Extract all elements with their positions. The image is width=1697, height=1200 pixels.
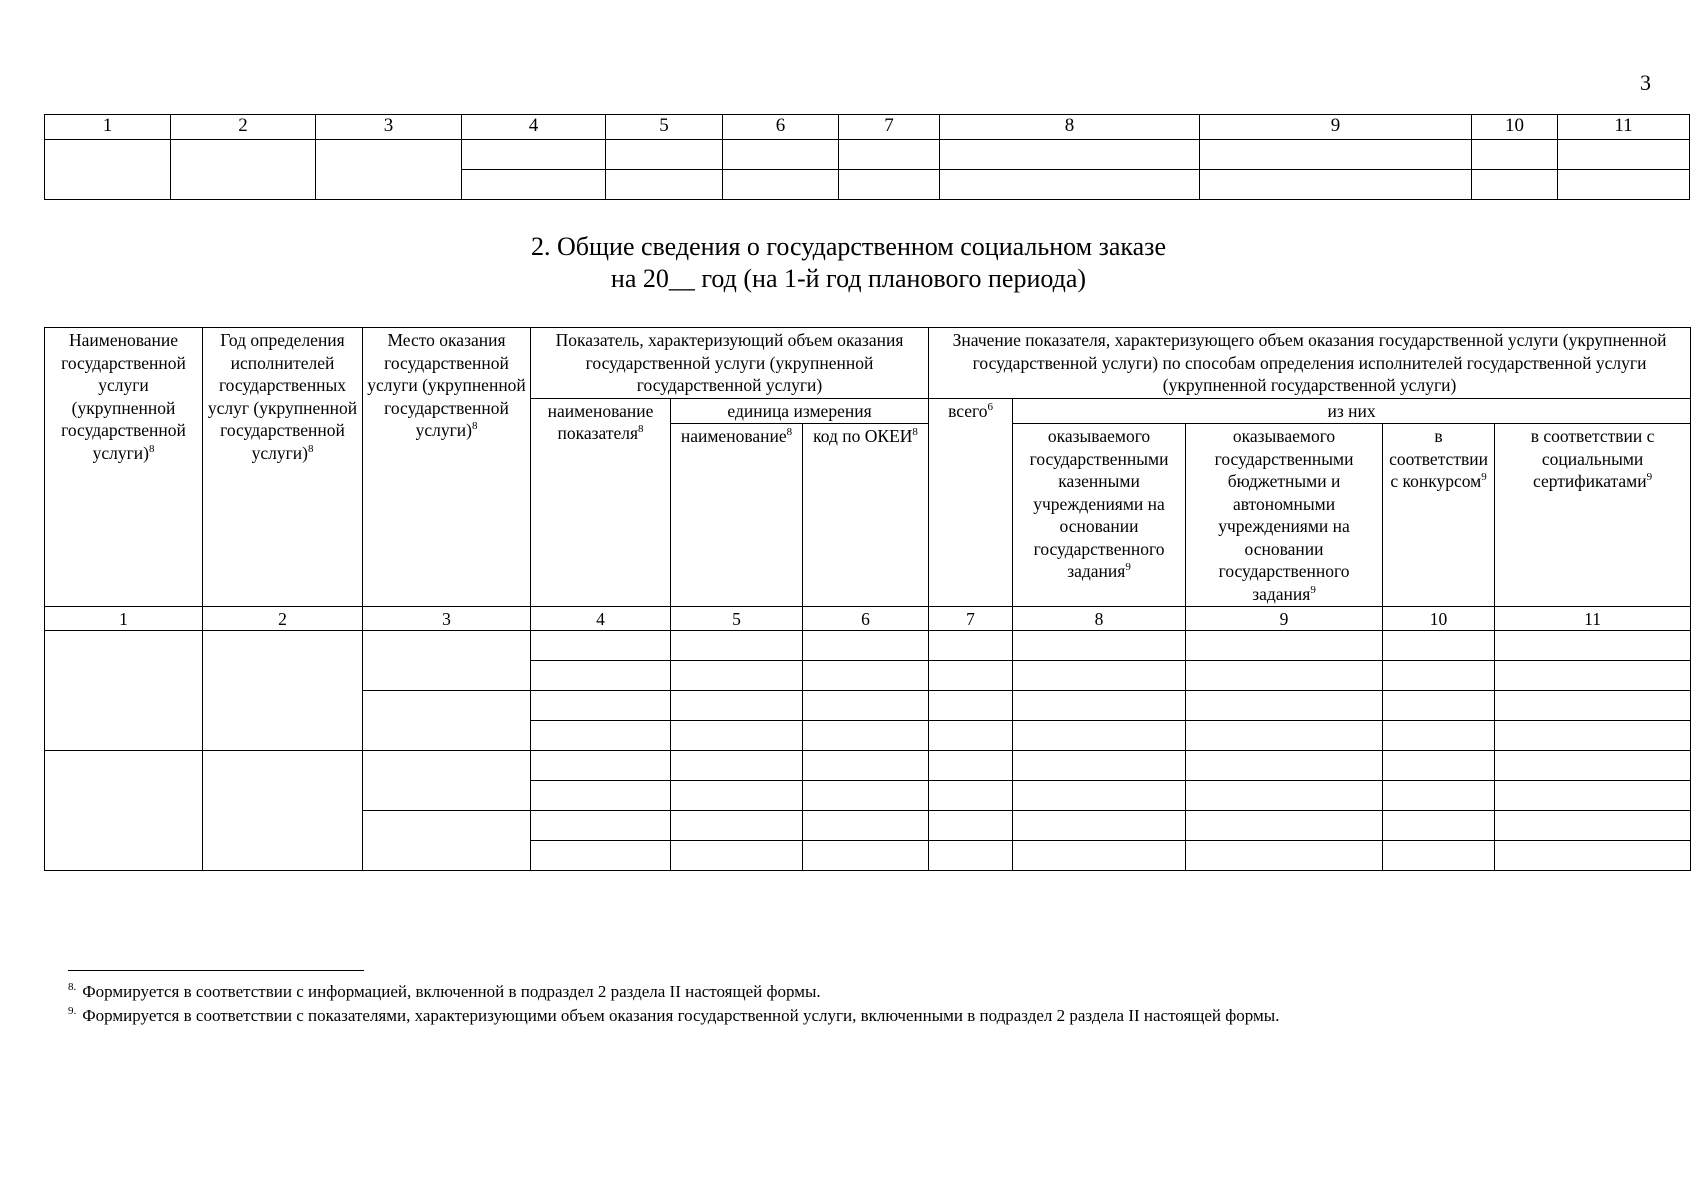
header-row [45, 328, 1691, 399]
table-cell [1186, 691, 1383, 721]
section-title: 2. Общие сведения о государственном социальном заказе [531, 232, 1166, 261]
table-cell [531, 781, 671, 811]
table-cell [1383, 721, 1495, 751]
header-budget-institutions: оказываемого государственными бюджетными и автономными учреждениями на основании государственного задания$^9$ [1186, 424, 1383, 607]
footnote-divider [68, 970, 364, 971]
table-cell [929, 751, 1013, 781]
column-number: 3 [363, 607, 531, 631]
table-cell [940, 170, 1200, 200]
table-cell [1383, 841, 1495, 871]
table-cell [203, 751, 363, 871]
table-cell [1186, 781, 1383, 811]
header-total: всего$^6$ [929, 398, 1013, 607]
table-cell [929, 721, 1013, 751]
table-cell [316, 140, 462, 200]
table-cell [531, 661, 671, 691]
footnote: $^{9.}$ Формируется в соответствии с показателями, характеризующими объем оказания государственной услуги, включенными в подраздел 2 раздела II настоящей формы. [68, 1005, 1280, 1025]
table-cell [531, 811, 671, 841]
header-of-which: из них [1013, 398, 1691, 424]
header-unit-group: единица измерения [671, 398, 929, 424]
column-number: 1 [45, 607, 203, 631]
table-cell [671, 811, 803, 841]
table-cell [1200, 170, 1472, 200]
section-subtitle: на 20__ год (на 1-й год планового периода) [610, 264, 1087, 293]
column-numbers-row [45, 607, 1691, 631]
continuation-row [45, 140, 1690, 170]
column-number: 4 [531, 607, 671, 631]
table-cell [803, 691, 929, 721]
column-number: 5 [606, 115, 723, 140]
table-cell [1013, 631, 1186, 661]
table-cell [803, 811, 929, 841]
column-number: 7 [839, 115, 940, 140]
table-cell [1013, 661, 1186, 691]
table-cell [803, 751, 929, 781]
header-indicator-group: Показатель, характеризующий объем оказания государственной услуги (укрупненной государственной услуги) [531, 328, 929, 399]
table-cell [1013, 811, 1186, 841]
table-cell [45, 631, 203, 751]
table-cell [1472, 140, 1558, 170]
column-number: 9 [1186, 607, 1383, 631]
table-cell [1186, 811, 1383, 841]
table-cell [1495, 811, 1691, 841]
table-cell [1383, 631, 1495, 661]
header-unit-code: код по ОКЕИ$^8$ [803, 424, 929, 607]
table-cell [929, 691, 1013, 721]
header-year: Год определения исполнителей государственных услуг (укрупненной государственной услуги)$^8$ [203, 328, 363, 607]
column-number: 2 [171, 115, 316, 140]
table-cell [1186, 661, 1383, 691]
table-cell [1495, 631, 1691, 661]
table-cell [929, 781, 1013, 811]
table-row [45, 631, 1691, 661]
table-cell [1013, 691, 1186, 721]
table-cell [45, 751, 203, 871]
page-number: 3 [1640, 70, 1651, 95]
table-cell [803, 661, 929, 691]
header-certificates: в соответствии с социальными сертификатами$^9$ [1495, 424, 1691, 607]
column-number: 7 [929, 607, 1013, 631]
table-cell [462, 170, 606, 200]
table-cell [531, 631, 671, 661]
table-cell [363, 631, 531, 691]
social-order-table [44, 327, 1691, 871]
table-cell [531, 841, 671, 871]
table-cell [1383, 691, 1495, 721]
footnote: $^{8.}$ Формируется в соответствии с информацией, включенной в подраздел 2 раздела II настоящей формы. [68, 981, 821, 1001]
table-cell [1186, 721, 1383, 751]
column-number: 11 [1495, 607, 1691, 631]
table-cell [1558, 140, 1690, 170]
table-cell [929, 841, 1013, 871]
continuation-column-numbers [45, 115, 1690, 140]
table-cell [1383, 811, 1495, 841]
table-cell [671, 721, 803, 751]
table-cell [1495, 691, 1691, 721]
column-number: 2 [203, 607, 363, 631]
table-cell [839, 170, 940, 200]
table-cell [1013, 781, 1186, 811]
table-cell [671, 631, 803, 661]
table-cell [203, 631, 363, 751]
table-cell [1383, 781, 1495, 811]
header-state-institutions: оказываемого государственными казенными учреждениями на основании государственного задания$^9$ [1013, 424, 1186, 607]
table-cell [606, 140, 723, 170]
table-cell [940, 140, 1200, 170]
header-place: Место оказания государственной услуги (укрупненной государственной услуги)$^8$ [363, 328, 531, 607]
header-service-name: Наименование государственной услуги (укрупненной государственной услуги)$^8$ [45, 328, 203, 607]
table-cell [1558, 170, 1690, 200]
table-cell [723, 140, 839, 170]
table-cell [1186, 631, 1383, 661]
table-cell [1186, 751, 1383, 781]
table-cell [1472, 170, 1558, 200]
table-cell [929, 811, 1013, 841]
column-number: 9 [1200, 115, 1472, 140]
table-cell [462, 140, 606, 170]
column-number: 6 [803, 607, 929, 631]
table-cell [929, 661, 1013, 691]
continuation-table [44, 114, 1690, 200]
table-cell [1200, 140, 1472, 170]
column-number: 4 [462, 115, 606, 140]
table-cell [1186, 841, 1383, 871]
column-number: 1 [45, 115, 171, 140]
table-cell [1495, 721, 1691, 751]
table-cell [1013, 841, 1186, 871]
table-cell [1495, 661, 1691, 691]
table-cell [671, 661, 803, 691]
table-cell [1383, 661, 1495, 691]
table-cell [1013, 751, 1186, 781]
column-number: 6 [723, 115, 839, 140]
header-indicator-name: наименование показателя$^8$ [531, 398, 671, 607]
table-cell [803, 781, 929, 811]
table-cell [839, 140, 940, 170]
table-cell [671, 691, 803, 721]
table-cell [1383, 751, 1495, 781]
header-value-group: Значение показателя, характеризующего объем оказания государственной услуги (укрупненной государственной услуги) по способам определения исполнителей государственной услуги (укрупненной государственной услуги) [929, 328, 1691, 399]
table-cell [671, 841, 803, 871]
table-cell [671, 781, 803, 811]
column-number: 8 [1013, 607, 1186, 631]
header-unit-name: наименование$^8$ [671, 424, 803, 607]
column-number: 10 [1383, 607, 1495, 631]
table-cell [803, 721, 929, 751]
table-cell [723, 170, 839, 200]
table-cell [1013, 721, 1186, 751]
table-cell [1495, 841, 1691, 871]
table-cell [1495, 751, 1691, 781]
table-cell [803, 841, 929, 871]
column-number: 10 [1472, 115, 1558, 140]
table-body [45, 631, 1691, 871]
table-cell [363, 751, 531, 811]
table-cell [531, 691, 671, 721]
column-number: 3 [316, 115, 462, 140]
table-cell [1495, 781, 1691, 811]
column-number: 5 [671, 607, 803, 631]
table-cell [531, 751, 671, 781]
column-number: 11 [1558, 115, 1690, 140]
table-cell [531, 721, 671, 751]
table-cell [171, 140, 316, 200]
table-cell [606, 170, 723, 200]
table-cell [929, 631, 1013, 661]
table-cell [363, 691, 531, 751]
column-number: 8 [940, 115, 1200, 140]
table-cell [45, 140, 171, 200]
table-row [45, 751, 1691, 781]
header-competition: в соответствии с конкурсом$^9$ [1383, 424, 1495, 607]
table-cell [671, 751, 803, 781]
table-cell [803, 631, 929, 661]
table-cell [363, 811, 531, 871]
